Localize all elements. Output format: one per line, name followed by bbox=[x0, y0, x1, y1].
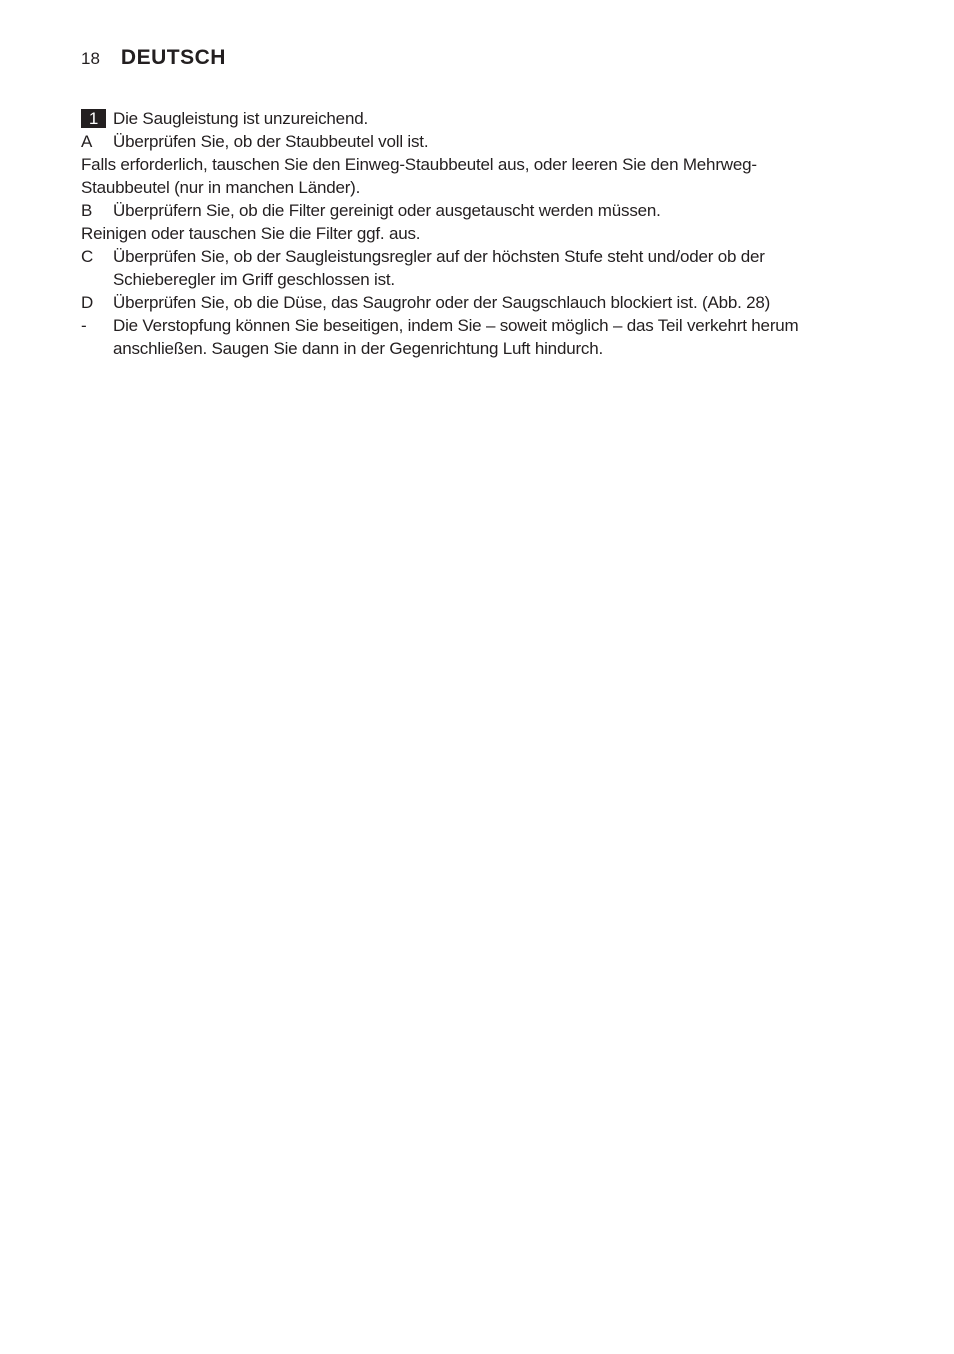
step-marker: D bbox=[81, 293, 94, 312]
troubleshooting-content bbox=[81, 107, 881, 360]
step-c bbox=[81, 245, 881, 291]
step-note: Reinigen oder tauschen Sie die Filter ggf. aus. bbox=[81, 224, 421, 243]
step-marker: B bbox=[81, 201, 93, 220]
step-marker: C bbox=[81, 247, 94, 266]
page-header bbox=[81, 46, 226, 70]
problem-number-badge: 1 bbox=[81, 109, 106, 128]
step-text: Überprüfen Sie, ob die Düse, das Saugrohr oder der Saugschlauch blockiert ist. (Abb. 28) bbox=[113, 293, 771, 312]
step-text: Überprüfern Sie, ob die Filter gereinigt oder ausgetauscht werden müssen. bbox=[113, 201, 661, 220]
problem-title: Die Saugleistung ist unzureichend. bbox=[113, 109, 368, 128]
step-text: Überprüfen Sie, ob der Saugleistungsregler auf der höchsten Stufe steht und/oder ob der Schieberegler im Griff geschlossen ist. bbox=[113, 247, 765, 289]
step-marker: A bbox=[81, 132, 93, 151]
step-a bbox=[81, 130, 881, 153]
page-number: 18 bbox=[81, 49, 100, 68]
step-note: Falls erforderlich, tauschen Sie den Einweg-Staubbeutel aus, oder leeren Sie den Mehrweg-Staubbeutel (nur in manchen Länder). bbox=[81, 155, 757, 197]
step-b bbox=[81, 199, 881, 222]
section-title: DEUTSCH bbox=[120, 46, 226, 69]
problem-heading bbox=[81, 107, 881, 130]
step-dash bbox=[81, 314, 881, 360]
step-text: Die Verstopfung können Sie beseitigen, indem Sie – soweit möglich – das Teil verkehrt herum anschließen. Saugen Sie dann in der Gegenrichtung Luft hindurch. bbox=[113, 316, 799, 358]
step-marker: - bbox=[81, 316, 87, 335]
step-text: Überprüfen Sie, ob der Staubbeutel voll ist. bbox=[113, 132, 429, 151]
step-d bbox=[81, 291, 881, 314]
